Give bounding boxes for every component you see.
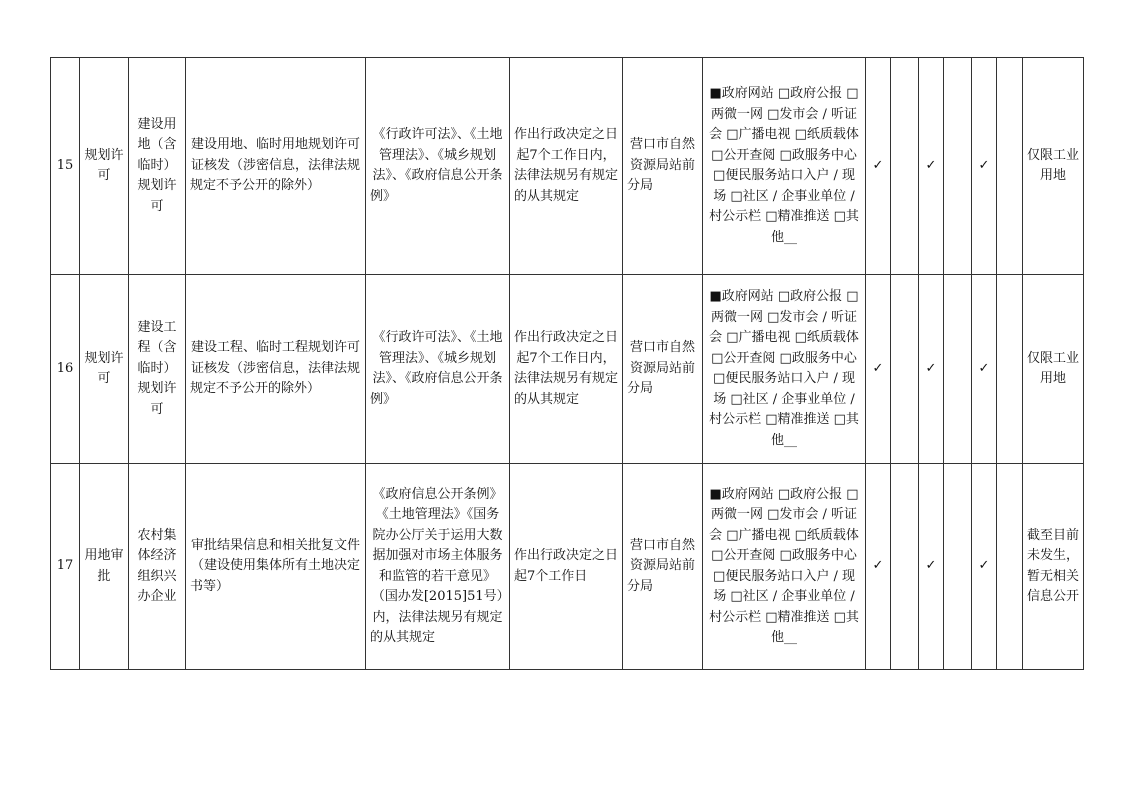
row-number: 16 (51, 275, 80, 464)
disclosure-timeframe: 作出行政决定之日起7个工作日 (510, 464, 623, 670)
item-subcategory: 农村集体经济组织兴办企业 (129, 464, 186, 670)
disclosure-channels: ■政府网站 □政府公报 □两微一网 □发市会 / 听证会 □广播电视 □纸质载体 □公开查阅 □政服务中心 □便民服务站口入户 / 现场 □社区 / 企事业单位 / 村公示栏 □精准推送 □其他__ (703, 58, 866, 275)
row-note: 仅限工业用地 (1023, 275, 1084, 464)
disclosure-content: 建设用地、临时用地规划许可证核发（涉密信息，法律法规规定不予公开的除外） (186, 58, 366, 275)
checkmark-icon: ✓ (919, 464, 944, 670)
empty-cell (997, 58, 1023, 275)
table-row (51, 464, 1084, 670)
checkmark-icon: ✓ (972, 58, 997, 275)
item-subcategory: 建设用地（含临时）规划许可 (129, 58, 186, 275)
row-number: 15 (51, 58, 80, 275)
checkmark-icon: ✓ (866, 58, 891, 275)
item-category: 规划许可 (80, 58, 129, 275)
disclosure-agency: 营口市自然资源局站前分局 (623, 464, 703, 670)
item-category: 用地审批 (80, 464, 129, 670)
checkmark-icon: ✓ (919, 58, 944, 275)
disclosure-content: 审批结果信息和相关批复文件（建设使用集体所有土地决定书等） (186, 464, 366, 670)
disclosure-basis: 《行政许可法》、《土地管理法》、《城乡规划法》、《政府信息公开条例》 (366, 58, 510, 275)
disclosure-channels: ■政府网站 □政府公报 □两微一网 □发市会 / 听证会 □广播电视 □纸质载体 □公开查阅 □政服务中心 □便民服务站口入户 / 现场 □社区 / 企事业单位 / 村公示栏 □精准推送 □其他__ (703, 275, 866, 464)
row-note: 仅限工业用地 (1023, 58, 1084, 275)
disclosure-basis: 《政府信息公开条例》《土地管理法》《国务院办公厅关于运用大数据加强对市场主体服务和监管的若干意见》（国办发[2015]51号）内，法律法规另有规定的从其规定 (366, 464, 510, 670)
checkmark-icon: ✓ (972, 464, 997, 670)
item-subcategory: 建设工程（含临时）规划许可 (129, 275, 186, 464)
empty-cell (944, 275, 972, 464)
table-row (51, 275, 1084, 464)
checkmark-icon: ✓ (919, 275, 944, 464)
disclosure-channels: ■政府网站 □政府公报 □两微一网 □发市会 / 听证会 □广播电视 □纸质载体 □公开查阅 □政服务中心 □便民服务站口入户 / 现场 □社区 / 企事业单位 / 村公示栏 □精准推送 □其他__ (703, 464, 866, 670)
empty-cell (997, 464, 1023, 670)
disclosure-agency: 营口市自然资源局站前分局 (623, 275, 703, 464)
disclosure-agency: 营口市自然资源局站前分局 (623, 58, 703, 275)
disclosure-table (50, 57, 1084, 670)
empty-cell (944, 58, 972, 275)
table-row (51, 58, 1084, 275)
disclosure-content: 建设工程、临时工程规划许可证核发（涉密信息，法律法规规定不予公开的除外） (186, 275, 366, 464)
checkmark-icon: ✓ (866, 464, 891, 670)
checkmark-icon: ✓ (972, 275, 997, 464)
empty-cell (944, 464, 972, 670)
row-note: 截至目前未发生，暂无相关信息公开 (1023, 464, 1084, 670)
empty-cell (891, 58, 919, 275)
empty-cell (997, 275, 1023, 464)
disclosure-basis: 《行政许可法》、《土地管理法》、《城乡规划法》、《政府信息公开条例》 (366, 275, 510, 464)
row-number: 17 (51, 464, 80, 670)
disclosure-timeframe: 作出行政决定之日起7个工作日内，法律法规另有规定的从其规定 (510, 275, 623, 464)
empty-cell (891, 464, 919, 670)
disclosure-timeframe: 作出行政决定之日起7个工作日内，法律法规另有规定的从其规定 (510, 58, 623, 275)
empty-cell (891, 275, 919, 464)
item-category: 规划许可 (80, 275, 129, 464)
checkmark-icon: ✓ (866, 275, 891, 464)
